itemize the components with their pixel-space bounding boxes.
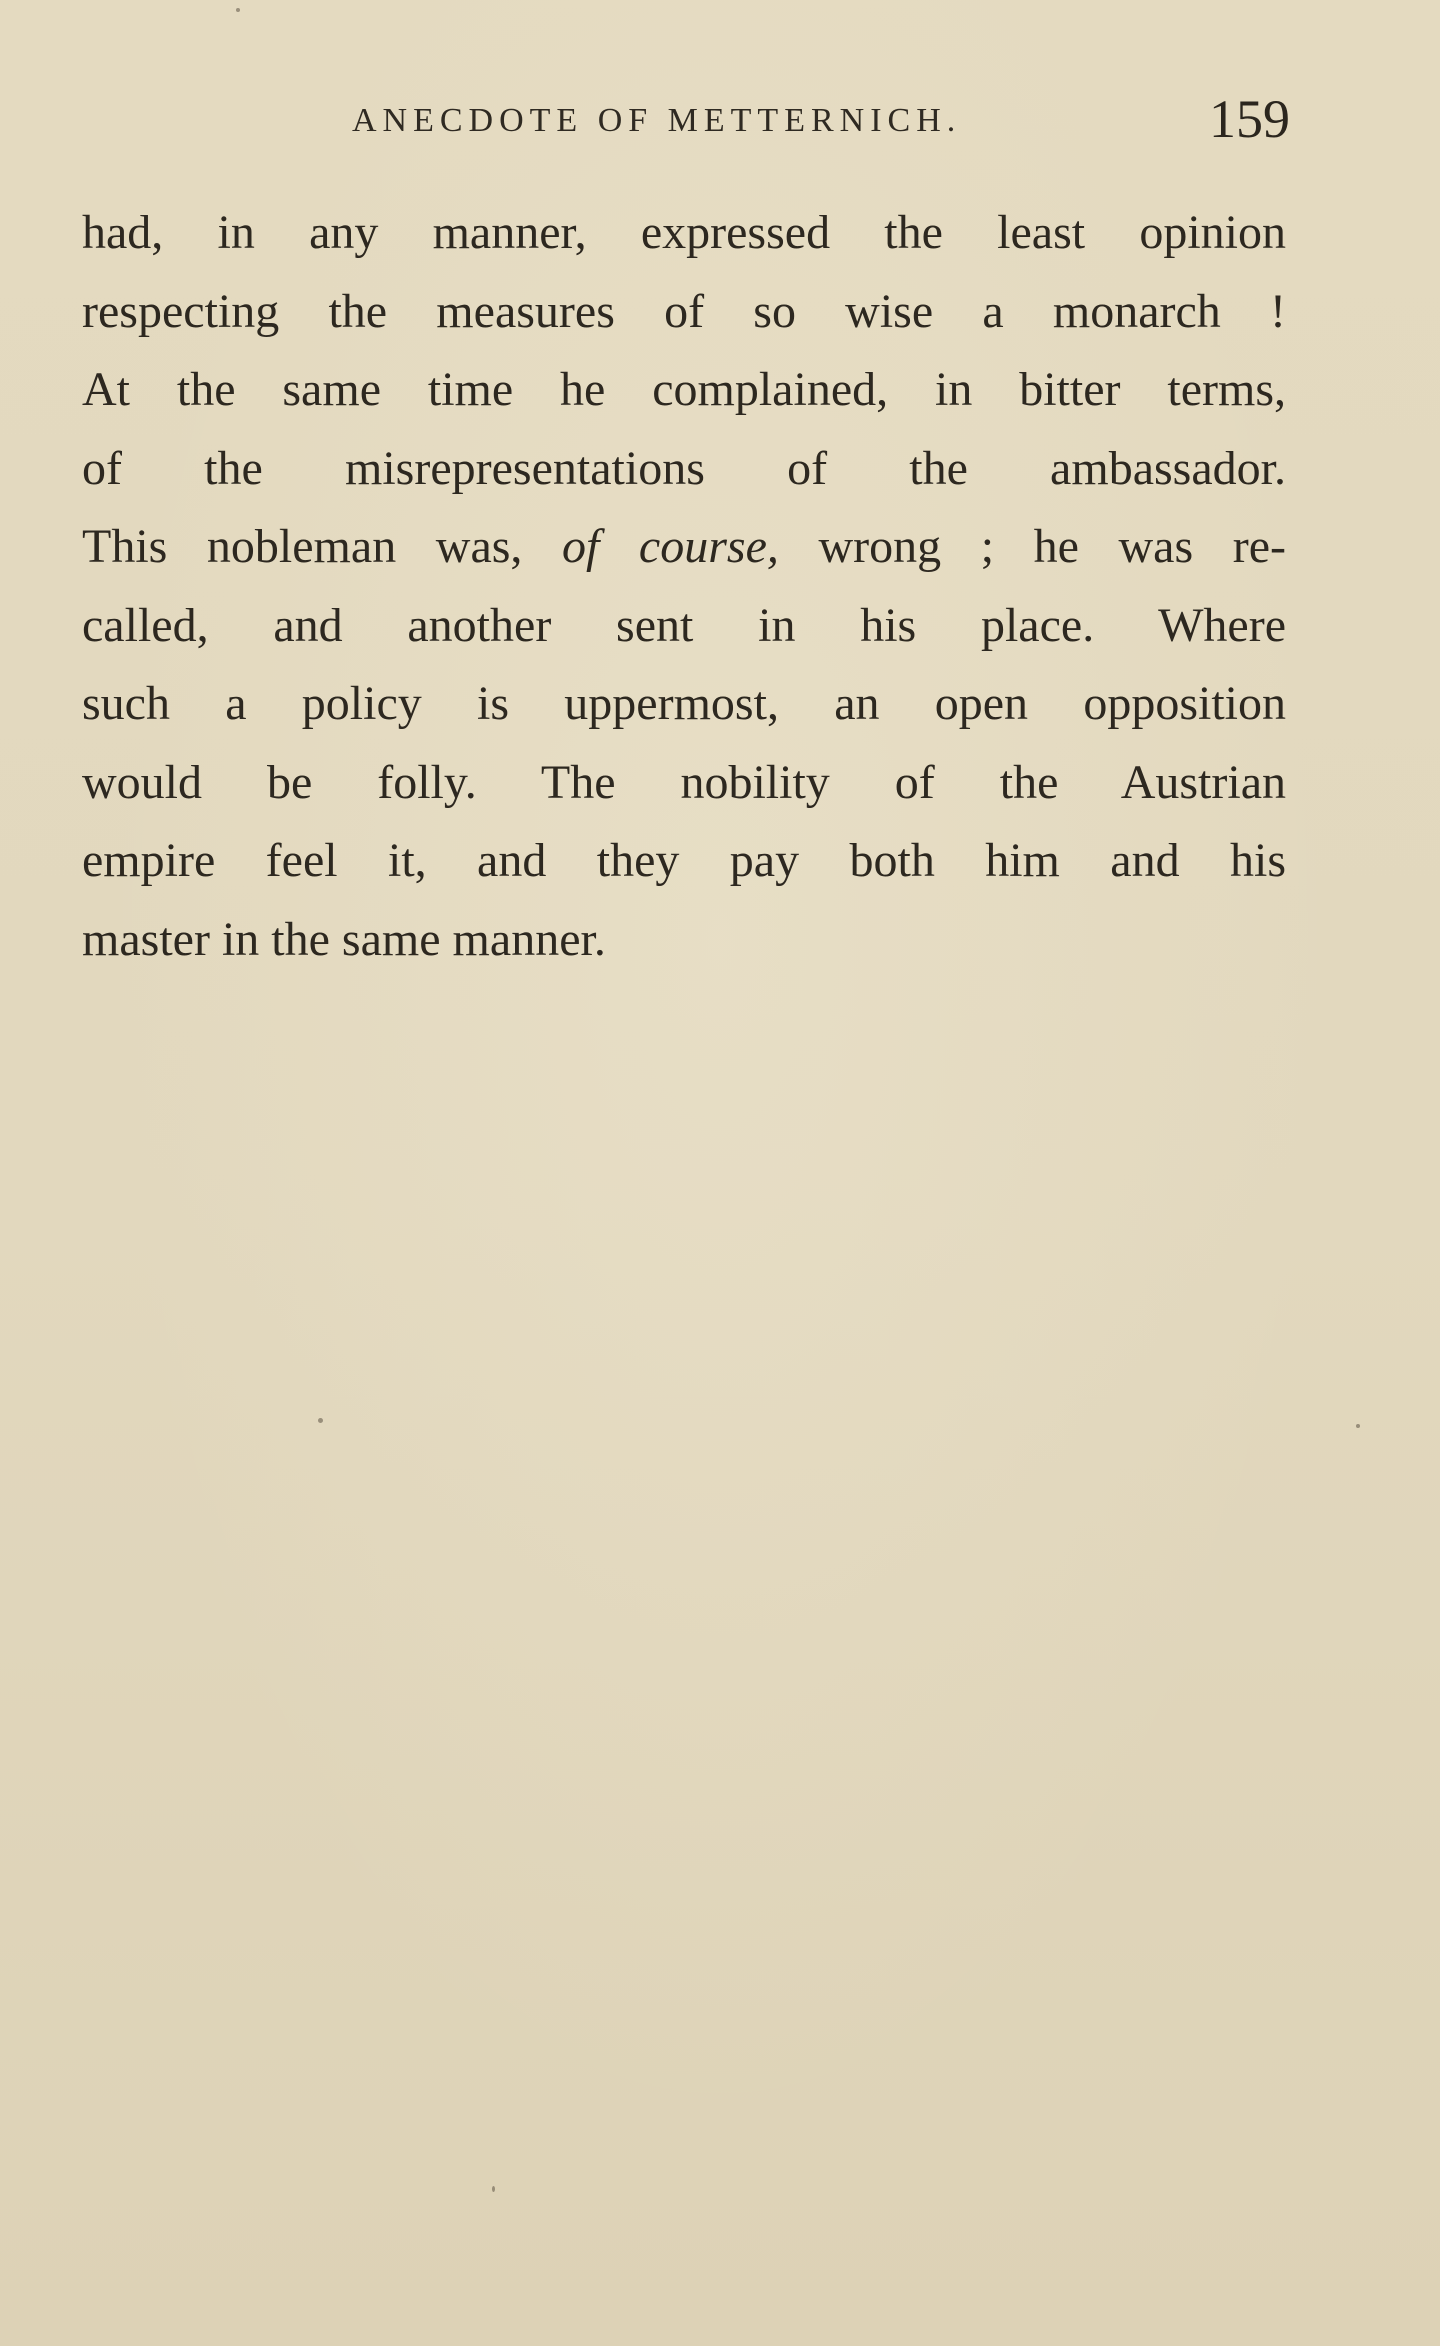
paper-speck: [1356, 1424, 1360, 1428]
text-line-last: master in the same manner.: [82, 912, 606, 966]
text-line: of the misrepresentations of the ambassador.: [82, 441, 1286, 495]
text-line: such a policy is uppermost, an open opposition: [82, 677, 1286, 730]
paper-speck: [318, 1418, 323, 1423]
body-text: [82, 194, 1286, 979]
running-head: [82, 88, 1290, 148]
text-line: empire feel it, and they pay both him and his: [82, 834, 1286, 887]
italic-phrase: of course,: [562, 520, 779, 573]
text-line: respecting the measures of so wise a monarch !: [82, 284, 1286, 338]
paper-speck: [492, 2186, 495, 2192]
page-number: 159: [1209, 89, 1290, 149]
running-title: ANECDOTE OF METTERNICH.: [352, 102, 962, 139]
text-line: At the same time he complained, in bitter terms,: [82, 363, 1286, 416]
paper-speck: [236, 8, 240, 12]
text-line: [82, 508, 1286, 587]
line-text-after-italic: wrong ; he was re-: [818, 520, 1286, 573]
text-line: would be folly. The nobility of the Austrian: [82, 755, 1286, 809]
text-line: called, and another sent in his place. Where: [82, 598, 1286, 652]
text-line: had, in any manner, expressed the least opinion: [82, 206, 1286, 259]
line-text-before-italic: This nobleman was,: [82, 520, 523, 573]
